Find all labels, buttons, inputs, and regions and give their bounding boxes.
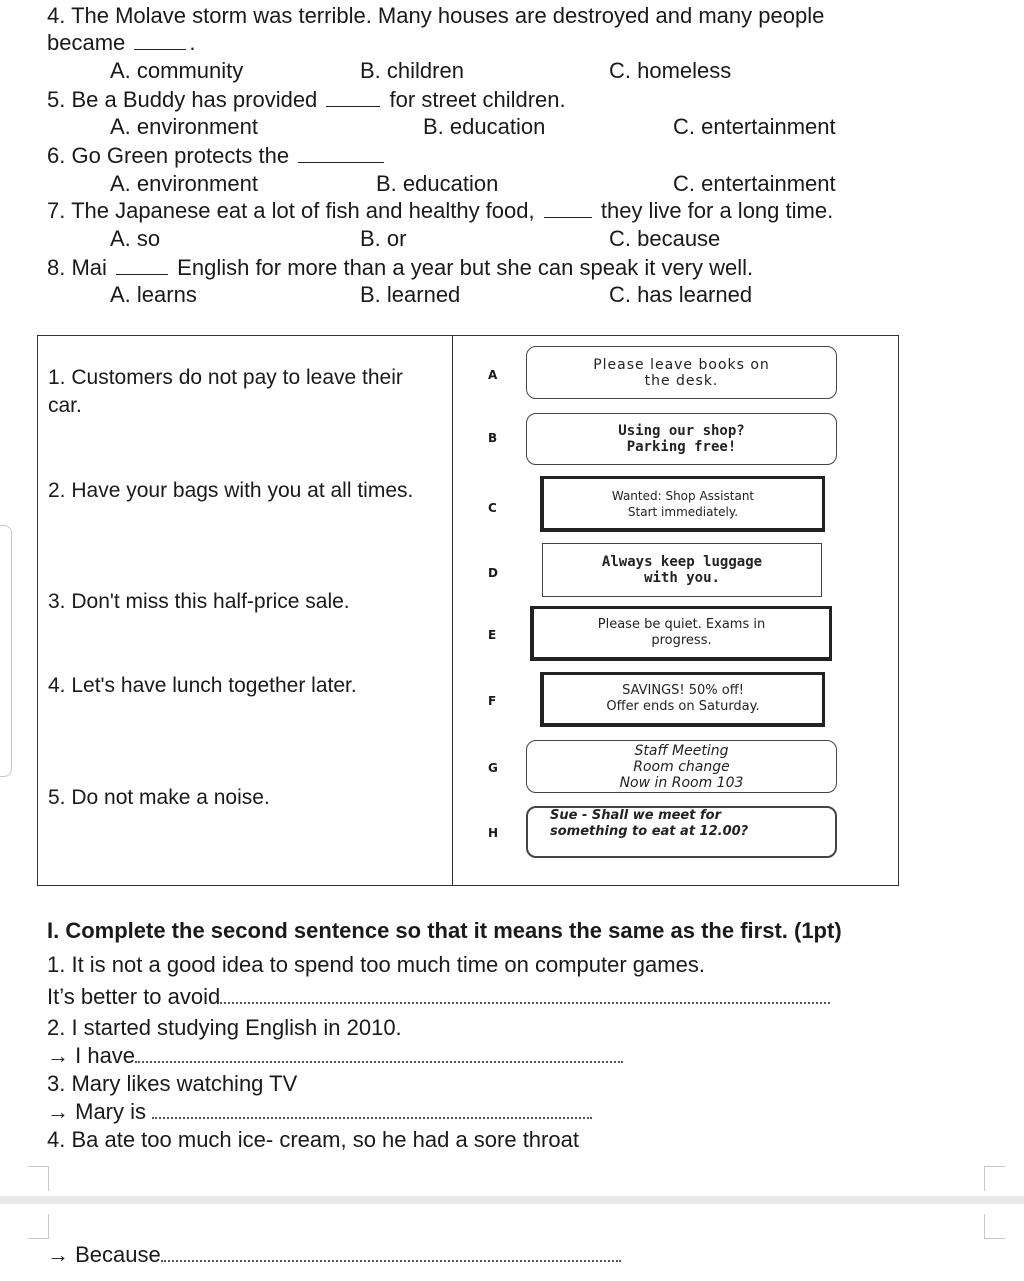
notice-item-5: 5. Do not make a noise. <box>48 786 270 809</box>
sign-h-line2: something to eat at 12.00? <box>550 824 749 839</box>
sign-h-letter: H <box>488 826 499 840</box>
answer-line-2[interactable] <box>135 1043 623 1063</box>
rewrite-answer-3-text: → Mary is <box>47 1099 153 1124</box>
crop-corner-top-right <box>984 1166 1005 1191</box>
q4-period: . <box>189 30 196 55</box>
q6-blank <box>298 144 384 163</box>
sign-a-letter: A <box>488 368 498 382</box>
sign-e-letter: E <box>488 628 497 642</box>
sign-h <box>526 806 837 858</box>
q8-post: English for more than a year but she can speak it very well. <box>177 255 754 280</box>
answer-line-4[interactable] <box>161 1242 621 1262</box>
notice-item-1: 1. Customers do not pay to leave their car. <box>48 366 403 417</box>
rewrite-answer-2 <box>47 1043 623 1069</box>
rewrite-answer-2-text: → I have <box>47 1043 136 1068</box>
q8-pre: 8. Mai <box>47 255 107 280</box>
rewrite-sentence-1: 1. It is not a good idea to spend too much time on computer games. <box>47 952 705 977</box>
sign-f-line2: Offer ends on Saturday. <box>606 699 760 714</box>
sign-d-letter: D <box>488 566 498 580</box>
sign-c-line1: Wanted: Shop Assistant <box>611 488 755 503</box>
sign-f-line1: SAVINGS! 50% off! <box>622 683 744 698</box>
sign-b-letter: B <box>488 431 498 445</box>
q8-blank <box>116 256 168 275</box>
q4-text: became <box>47 30 126 55</box>
sign-g-line1: Staff Meeting <box>634 742 729 759</box>
q5-stem <box>47 87 566 113</box>
q7-option-c: C. because <box>609 226 721 251</box>
rewrite-answer-1-text: It’s better to avoid <box>47 984 221 1009</box>
rewrite-sentence-4: 4. Ba ate too much ice- cream, so he had a sore throat <box>47 1127 579 1152</box>
table-divider <box>452 336 453 885</box>
rewrite-sentence-2: 2. I started studying English in 2010. <box>47 1015 402 1040</box>
page-break <box>0 1196 1024 1204</box>
rewrite-answer-3 <box>47 1099 592 1125</box>
crop-corner-bottom-right <box>984 1214 1005 1239</box>
rewrite-answer-4 <box>47 1242 621 1268</box>
q5-pre: 5. Be a Buddy has provided <box>47 87 318 112</box>
sign-c-line2: Start immediately. <box>627 504 739 519</box>
q4-option-a: A. community <box>110 58 244 83</box>
q5-option-b: B. education <box>423 114 546 139</box>
sign-a-line2: the desk. <box>644 372 719 389</box>
q7-stem <box>47 198 833 224</box>
sign-c-letter: C <box>488 501 497 515</box>
sign-b-line2: Parking free! <box>626 439 737 455</box>
notice-item-3: 3. Don't miss this half-price sale. <box>48 590 350 613</box>
q7-pre: 7. The Japanese eat a lot of fish and healthy food, <box>47 198 535 223</box>
sign-d-line1: Always keep luggage <box>601 554 763 570</box>
q6-pre: 6. Go Green protects the <box>47 143 290 168</box>
q5-option-c: C. entertainment <box>673 114 836 139</box>
sign-h-line1: Sue - Shall we meet for <box>550 808 721 823</box>
q4-option-c: C. homeless <box>609 58 732 83</box>
answer-line-1[interactable] <box>220 984 830 1004</box>
q5-post: for street children. <box>389 87 566 112</box>
q4-line2 <box>47 30 196 56</box>
notice-item-4: 4. Let's have lunch together later. <box>48 674 357 697</box>
sign-g-line3: Now in Room 103 <box>619 774 744 791</box>
q7-option-b: B. or <box>360 226 407 251</box>
matching-table <box>37 335 899 886</box>
q8-option-c: C. has learned <box>609 282 753 307</box>
q8-stem <box>47 255 753 281</box>
q6-option-b: B. education <box>376 171 499 196</box>
sign-g-line2: Room change <box>633 758 730 775</box>
sign-b <box>526 413 837 465</box>
sign-g-letter: G <box>488 761 498 775</box>
q4-blank <box>134 31 186 50</box>
q7-post: they live for a long time. <box>600 198 834 223</box>
q6-option-c: C. entertainment <box>673 171 836 196</box>
q6-stem <box>47 143 387 169</box>
rewrite-title: I. Complete the second sentence so that it means the same as the first. (1pt) <box>47 918 842 943</box>
sign-d <box>542 543 822 597</box>
q7-option-a: A. so <box>110 226 161 251</box>
q4-option-b: B. children <box>360 58 464 83</box>
sign-e-line1: Please be quiet. Exams in <box>597 617 766 632</box>
q5-blank <box>326 88 380 107</box>
q6-option-a: A. environment <box>110 171 258 196</box>
rewrite-answer-4-text: → Because <box>47 1242 161 1267</box>
crop-corner-bottom-left <box>28 1214 49 1239</box>
rewrite-answer-1 <box>47 984 830 1010</box>
notice-item-2: 2. Have your bags with you at all times. <box>48 479 414 502</box>
q8-option-a: A. learns <box>110 282 197 307</box>
crop-corner-top-left <box>28 1166 49 1191</box>
rewrite-sentence-3: 3. Mary likes watching TV <box>47 1071 298 1096</box>
sign-f <box>540 672 825 727</box>
sign-e-line2: progress. <box>651 633 712 648</box>
sign-b-line1: Using our shop? <box>618 423 745 439</box>
sign-a <box>526 346 837 399</box>
side-scroll-handle[interactable] <box>0 525 12 777</box>
sign-d-line2: with you. <box>644 570 720 586</box>
answer-line-3[interactable] <box>152 1099 592 1119</box>
sign-a-line1: Please leave books on <box>593 356 770 373</box>
sign-e <box>530 606 832 661</box>
q4-line1: 4. The Molave storm was terrible. Many houses are destroyed and many people <box>47 3 825 28</box>
sign-c <box>540 476 825 532</box>
sign-g <box>526 740 837 793</box>
q8-option-b: B. learned <box>360 282 461 307</box>
sign-f-letter: F <box>488 694 497 708</box>
q7-blank <box>544 199 592 218</box>
q5-option-a: A. environment <box>110 114 258 139</box>
